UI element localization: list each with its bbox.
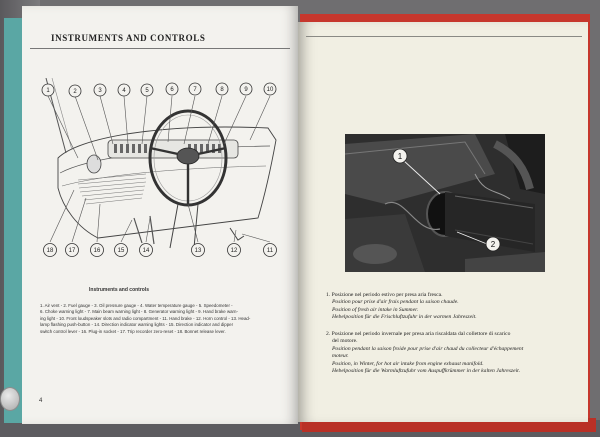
item-1-label: Posizione nel periodo estivo per presa aria fresca. bbox=[331, 292, 443, 298]
callout-12: 12 bbox=[230, 248, 238, 254]
item-1-number: 1. bbox=[326, 292, 331, 298]
item-2-italian bbox=[326, 331, 576, 338]
caption-title: Instruments and controls bbox=[89, 287, 150, 293]
legend bbox=[40, 303, 290, 335]
item-2-german: Hebelposition für die Warmluftzufuhr vom Auspuffkrümmer in der kalten Jahreszeit. bbox=[332, 368, 521, 375]
page-number: 4 bbox=[39, 398, 43, 404]
callout-7: 7 bbox=[193, 87, 197, 93]
item-2-label: Posizione nel periodo invernale per presa aria riscaldata dal collettore di scarico bbox=[331, 331, 511, 337]
item-2-italian-cont: del motore. bbox=[332, 338, 358, 345]
item-2-french: Position pendant la saison froide pour prise d'air chaud du collecteur d'échappement bbox=[332, 345, 524, 352]
item-2-french-cont: moteur. bbox=[332, 353, 349, 360]
callout-15: 15 bbox=[117, 248, 125, 254]
item-1-german: Hebelposition für die Frischluftzufuhr in der warmen Jahreszeit. bbox=[332, 314, 477, 321]
callout-9: 9 bbox=[244, 87, 248, 93]
callout-10: 10 bbox=[266, 87, 274, 93]
callout-4: 4 bbox=[122, 88, 126, 94]
item-1-text bbox=[326, 292, 576, 322]
coin bbox=[0, 387, 20, 411]
legend-line: ing light - 10. Front loudspeaker slots and radio compartment - 11. Hand brake - 12. Horn control - 13. Head- bbox=[40, 315, 251, 321]
page-heading: INSTRUMENTS AND CONTROLS bbox=[51, 33, 206, 43]
item-2-text bbox=[326, 331, 576, 375]
item-1-italian bbox=[326, 292, 576, 299]
heading-rule bbox=[30, 48, 290, 49]
dashboard-diagram bbox=[38, 78, 290, 268]
legend-line: 1. Air vent - 2. Fuel gauge - 3. Oil pressure gauge - 4. Water temperature gauge - 5. Speedometer - bbox=[40, 303, 233, 308]
item-2-number: 2. bbox=[326, 331, 331, 337]
legend-line: switch control lever - 16. Plug-in socket - 17. Trip recorder zero-reset - 18. Bonnet release lever. bbox=[40, 328, 226, 334]
callout-5: 5 bbox=[145, 88, 149, 94]
callout-16: 16 bbox=[93, 248, 101, 254]
legend-line: 6. Choke warning light - 7. Main beam warning light - 8. Generator warning light - 9. Hand brake warn- bbox=[40, 309, 238, 315]
callout-6: 6 bbox=[170, 87, 174, 93]
callout-1: 1 bbox=[46, 88, 50, 94]
callout-18: 18 bbox=[46, 248, 54, 254]
legend-line: lamp flashing push-button - 14. Direction indicator warning lights - 15. Direction indicator and dipper bbox=[40, 322, 234, 328]
callout-13: 13 bbox=[194, 248, 202, 254]
item-2-english: Position, in Winter, for hot air intake from engine exhaust manifold. bbox=[332, 360, 484, 367]
item-1-french: Position pour prise d'air frais pendant la saison chaude. bbox=[332, 299, 459, 306]
item-1-english: Position of fresh air intake in Summer. bbox=[332, 306, 419, 313]
callout-11: 11 bbox=[266, 248, 274, 254]
callout-2: 2 bbox=[73, 89, 77, 95]
photo-callout-1: 1 bbox=[397, 152, 403, 161]
callout-17: 17 bbox=[68, 248, 76, 254]
callout-8: 8 bbox=[220, 87, 224, 93]
photo-callout-2: 2 bbox=[490, 240, 496, 249]
right-page-rule bbox=[306, 36, 582, 37]
callout-14: 14 bbox=[142, 248, 150, 254]
callout-3: 3 bbox=[98, 88, 102, 94]
engine-photo bbox=[345, 134, 545, 272]
